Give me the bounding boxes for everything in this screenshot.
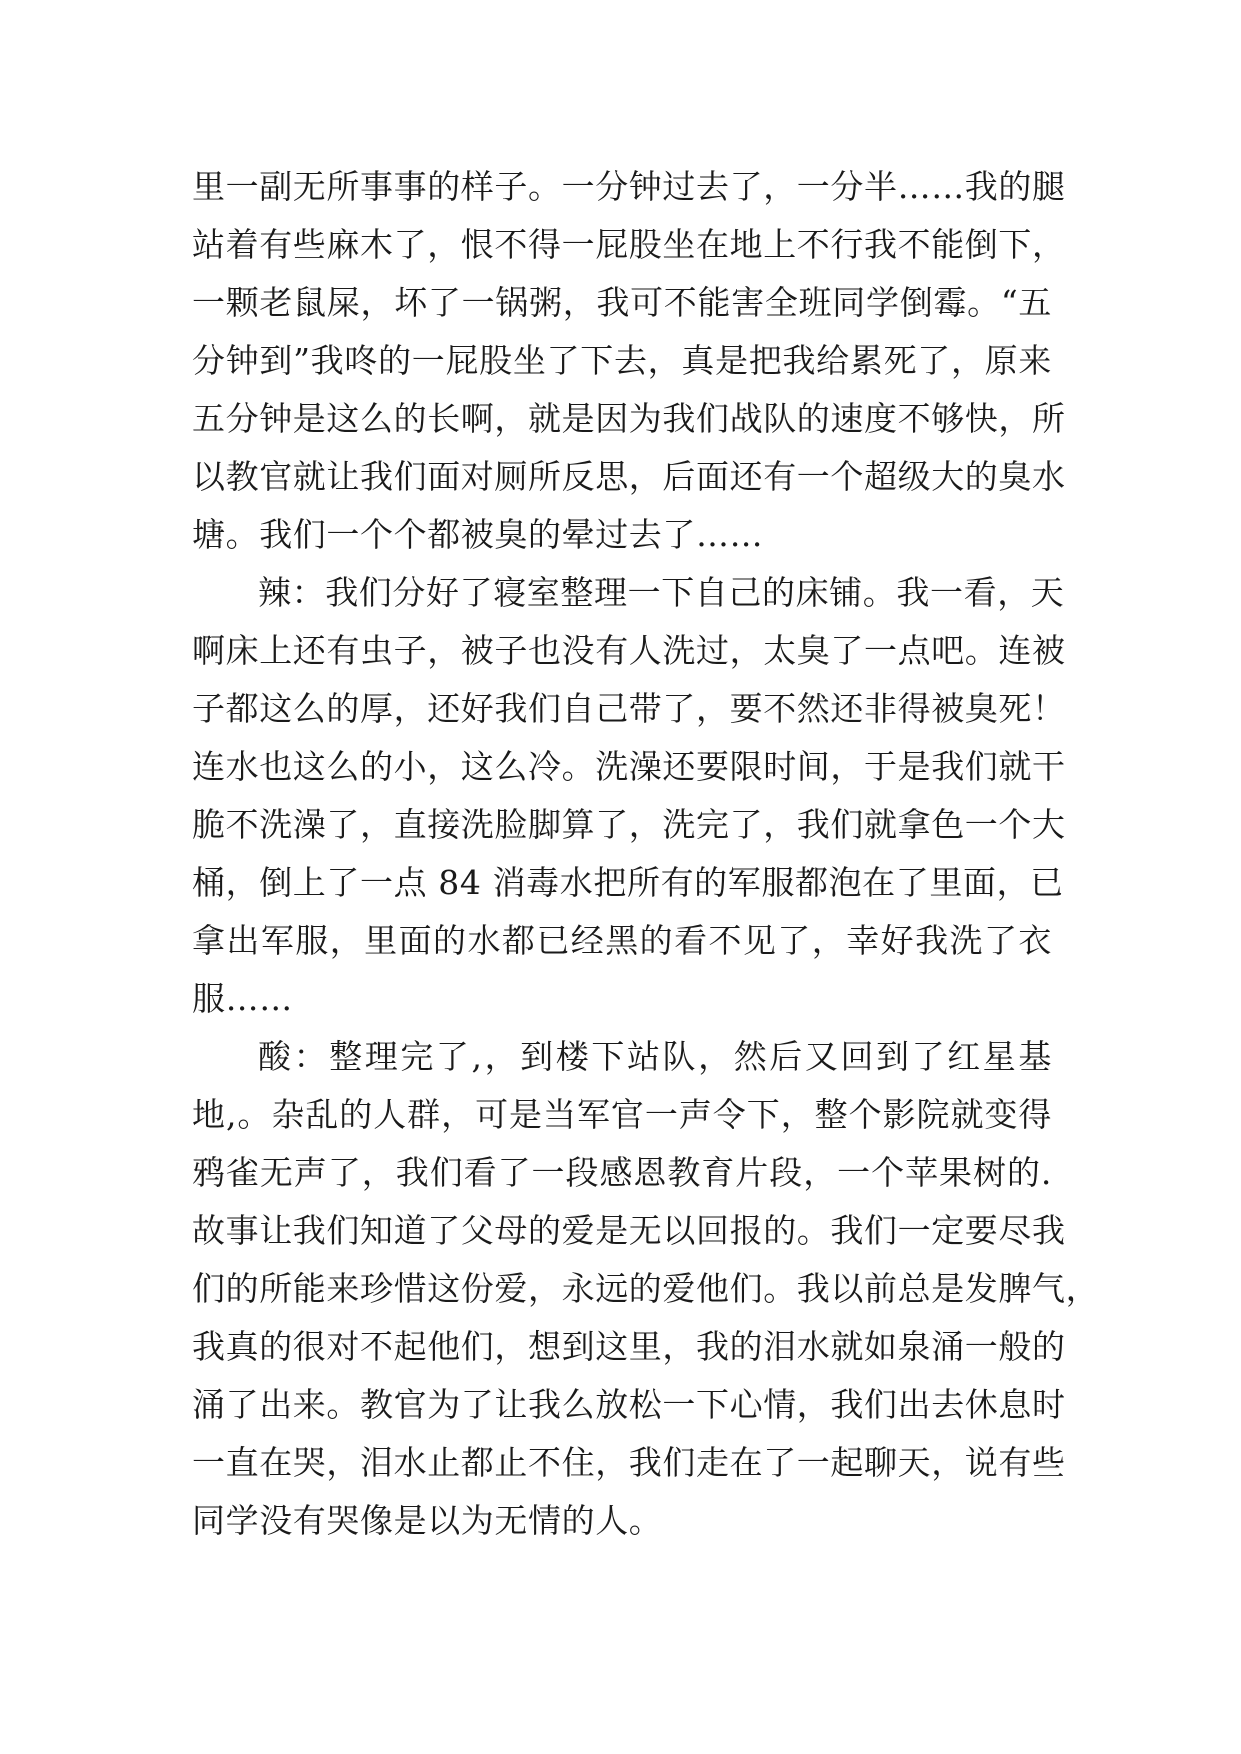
text-line: 分钟到”我咚的一屁股坐了下去，真是把我给累死了，原来 — [192, 341, 1052, 380]
text-line: 酸：整理完了,，到楼下站队，然后又回到了红星基 — [258, 1037, 1052, 1076]
text-line: 五分钟是这么的长啊，就是因为我们战队的速度不够快，所 — [192, 399, 1066, 438]
text-line: 连水也这么的小，这么冷。洗澡还要限时间，于是我们就干 — [192, 747, 1066, 786]
paragraph-2 — [192, 564, 1066, 1028]
text-line: 辣：我们分好了寝室整理一下自己的床铺。我一看，天 — [258, 573, 1065, 612]
text-line: 同学没有哭像是以为无情的人。 — [192, 1501, 663, 1540]
text-line: 故事让我们知道了父母的爱是无以回报的。我们一定要尽我 — [192, 1211, 1066, 1250]
text-line: 服…… — [192, 979, 293, 1018]
text-line: 啊床上还有虫子，被子也没有人洗过，太臭了一点吧。连被 — [192, 631, 1066, 670]
text-line: 们的所能来珍惜这份爱，永远的爱他们。我以前总是发脾气， — [192, 1269, 1100, 1308]
text-line: 里一副无所事事的样子。一分钟过去了，一分半……我的腿 — [192, 167, 1066, 206]
text-line: 脆不洗澡了，直接洗脸脚算了，洗完了，我们就拿色一个大 — [192, 805, 1066, 844]
text-line: 涌了出来。教官为了让我么放松一下心情，我们出去休息时 — [192, 1385, 1066, 1424]
text-line: 以教官就让我们面对厕所反思，后面还有一个超级大的臭水 — [192, 457, 1066, 496]
document-page — [192, 158, 1100, 1550]
text-line: 我真的很对不起他们，想到这里，我的泪水就如泉涌一般的 — [192, 1327, 1066, 1366]
paragraph-1 — [192, 158, 1066, 564]
text-line: 站着有些麻木了，恨不得一屁股坐在地上不行我不能倒下， — [192, 225, 1066, 264]
text-line: 拿出军服，里面的水都已经黑的看不见了，幸好我洗了衣 — [192, 921, 1052, 960]
text-line: 子都这么的厚，还好我们自己带了，要不然还非得被臭死！ — [192, 689, 1066, 728]
text-line: 一直在哭，泪水止都止不住，我们走在了一起聊天，说有些 — [192, 1443, 1066, 1482]
text-line: 一颗老鼠屎，坏了一锅粥，我可不能害全班同学倒霉。“五 — [192, 283, 1052, 322]
text-line: 桶，倒上了一点 84 消毒水把所有的军服都泡在了里面，已 — [192, 863, 1064, 902]
paragraph-3 — [192, 1028, 1100, 1550]
text-line: 鸦雀无声了，我们看了一段感恩教育片段，一个苹果树的. — [192, 1153, 1052, 1192]
text-line: 地,。杂乱的人群，可是当军官一声令下，整个影院就变得 — [192, 1095, 1052, 1134]
text-line: 塘。我们一个个都被臭的晕过去了…… — [192, 515, 764, 554]
